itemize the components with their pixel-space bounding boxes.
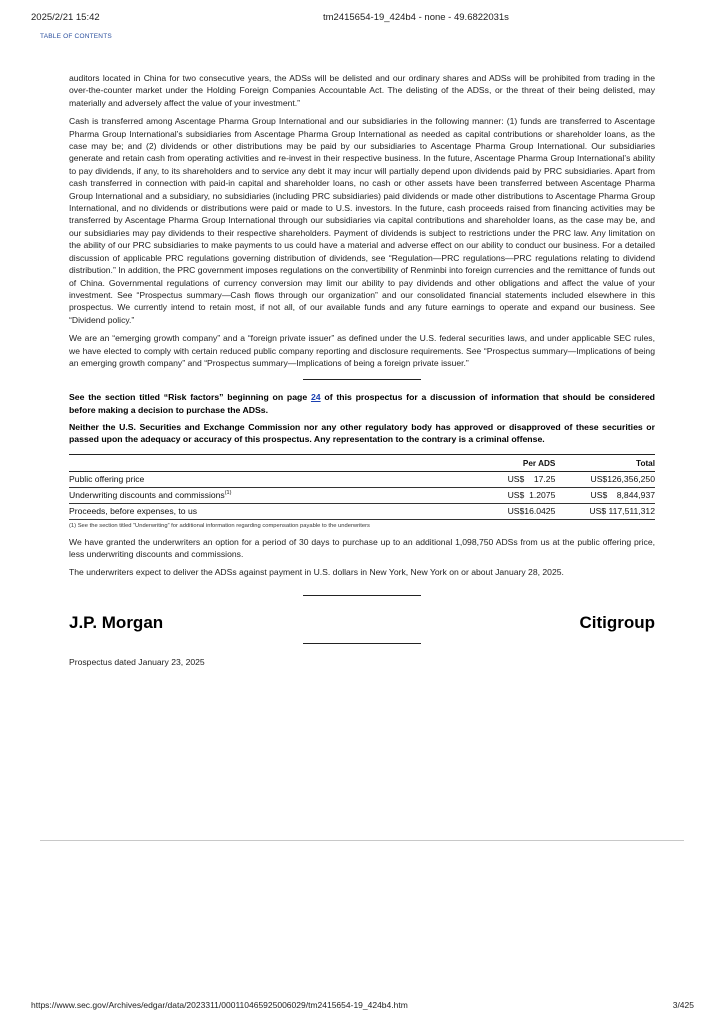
footnote-marker: (1) (224, 490, 232, 497)
prospectus-cover-body (69, 72, 655, 667)
table-row (69, 487, 655, 503)
risk-factors-page-link[interactable]: 24 (310, 392, 321, 403)
over-allotment-option: We have granted the underwriters an option for a period of 30 days to purchase up to an additional 1,098,750 ADSs from us at the public offering price, less underwriting discounts and commissions. (69, 536, 655, 559)
row-total: US$ 8,844,937 (555, 487, 655, 503)
header-total: Total (555, 454, 655, 471)
row-per-ads: US$ 1.2075 (479, 487, 555, 503)
row-label: Proceeds, before expenses, to us (69, 503, 479, 519)
risk-factors-notice (69, 391, 655, 416)
table-row (69, 471, 655, 487)
paragraph-cash-transfer: Cash is transferred among Ascentage Pharma Group International and our subsidiaries in the following manner: (1) funds are transferred to Ascentage Pharma Group International’s subsidiaries from Ascentage Pharma Group International as needed as capital contributions or shareholder loans, as the case may be; and (2) dividends or other distributions may be paid by our subsidiaries to Ascentage Pharma Group International. Our subsidiaries generate and retain cash from operating activities and re-invest in their respective business. In the future, Ascentage Pharma Group International’s ability to pay dividends, if any, to its shareholders and to service any debt it may incur will partially depend upon dividends paid by PRC subsidiaries. Apart from cash transferred in connection with paid-in capital and shareholder loans, no cash or other assets have been transferred between Ascentage Pharma Group International and a subsidiary, no subsidiaries (including PRC subsidiaries) paid dividends or made other distributions to Ascentage Pharma Group International, and no dividends or distributions were paid or made to U.S. investors. In the future, cash proceeds raised from financing activities may be transferred by Ascentage Pharma Group International through our subsidiaries via capital contributions and shareholder loans, as the case may be, and our subsidiaries may pay dividends to their respective shareholders. Payment of dividends is subject to restrictions under the PRC law. Any limitation on the ability of our PRC subsidiaries to make payments to us could have a material and adverse effect on our ability to conduct our business. For a detailed discussion of applicable PRC regulations governing distribution of dividends, see “Regulation—PRC regulations—PRC regulations relating to dividend distribution.” In addition, the PRC government imposes regulations on the convertibility of Renminbi into foreign currencies and the remittance of funds out of China. Governmental regulations of currency conversion may limit our ability to pay dividends and other obligations and affect the value of your investment. See “Prospectus summary—Cash flows through our organization” and our consolidated financial statements included elsewhere in this prospectus. We currently intend to retain most, if not all, of our available funds and any future earnings to operate and expand our business. See “Dividend policy.” (69, 116, 655, 325)
row-total: US$ 117,511,312 (555, 503, 655, 519)
document-title: tm2415654-19_424b4 - none - 49.6822031s (323, 12, 509, 23)
row-per-ads: US$16.0425 (479, 503, 555, 519)
prospectus-date: Prospectus dated January 23, 2025 (69, 656, 205, 667)
risk-notice-text-end: of this prospectus for a discussion of information that should be considered before making a decision to purchase the ADSs. (69, 392, 655, 415)
paragraph-delisting: auditors located in China for two consecutive years, the ADSs will be delisted and our ordinary shares and ADSs will be prohibited from trading in the over-the-counter market under the Holding Foreign Companies Accountable Act. The delisting of the ADSs, or the threat of their being delisted, may materially and adversely affect the value of your investment.” (69, 73, 655, 108)
delivery-notice: The underwriters expect to deliver the ADSs against payment in U.S. dollars in New York, New York on or about January 28, 2025. (69, 567, 564, 578)
underwriter-citigroup: Citigroup (579, 612, 655, 632)
divider (303, 379, 421, 380)
underwriters (69, 613, 655, 633)
divider (303, 643, 421, 644)
offering-table (69, 454, 655, 520)
offering-table-header (69, 454, 655, 471)
row-per-ads: US$ 17.25 (479, 471, 555, 487)
table-row (69, 503, 655, 519)
header-per-ads: Per ADS (479, 454, 555, 471)
table-footnote: (1) See the section titled “Underwriting” for additional information regarding compensation payable to the underwriters (69, 522, 370, 529)
sec-disclaimer: Neither the U.S. Securities and Exchange Commission nor any other regulatory body has approved or disapproved of these securities or passed upon the adequacy or accuracy of this prospectus. Any representation to the contrary is a criminal offense. (69, 421, 655, 445)
divider (303, 595, 421, 596)
row-total: US$126,356,250 (555, 471, 655, 487)
header-label (69, 454, 479, 471)
print-timestamp: 2025/2/21 15:42 (31, 12, 100, 23)
row-label: Public offering price (69, 471, 479, 487)
page-number: 3/425 (672, 1000, 694, 1010)
risk-notice-text-start: See the section titled “Risk factors” beginning on page (69, 392, 311, 403)
source-url: https://www.sec.gov/Archives/edgar/data/2023311/000110465925006029/tm2415654-19_424b4.htm (31, 1000, 408, 1010)
table-of-contents-link[interactable]: TABLE OF CONTENTS (40, 33, 112, 40)
underwriter-jp-morgan: J.P. Morgan (69, 612, 164, 632)
paragraph-emerging-growth: We are an “emerging growth company” and a “foreign private issuer” as defined under the U.S. federal securities laws, and under applicable SEC rules, we have elected to comply with certain reduced public company reporting and disclosure requirements. See “Prospectus summary—Implications of being an emerging growth company” and “Prospectus summary—Implications of being a foreign private issuer.” (69, 333, 655, 368)
row-label: Underwriting discounts and commissions$^{(1)}$ (69, 487, 479, 503)
page-separator (40, 840, 684, 841)
